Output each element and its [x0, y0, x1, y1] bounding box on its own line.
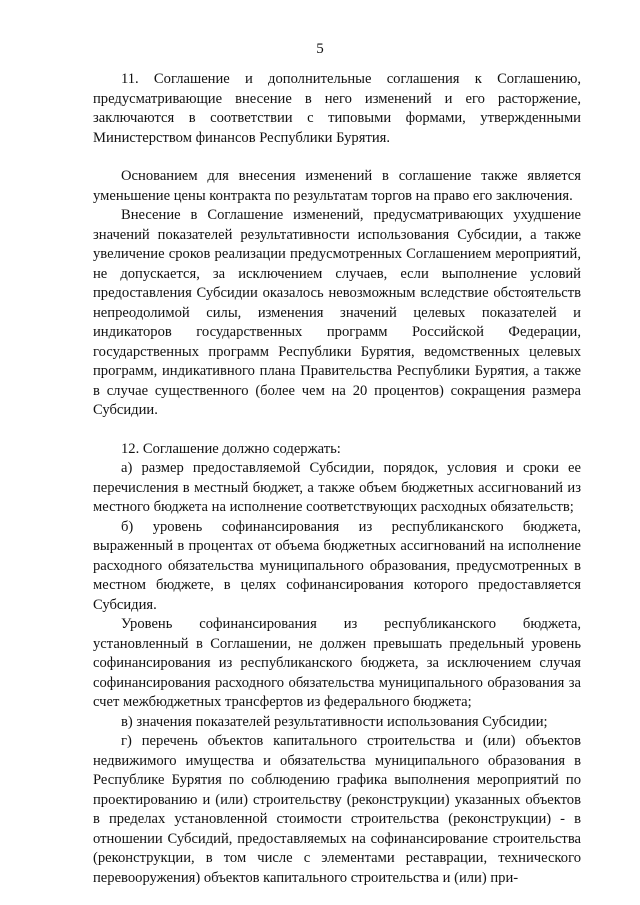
- paragraph-item-g: г) перечень объектов капитального строительства и (или) объектов недвижимого имущества и обязательства муниципального образования в Республике Бурятия по соблюдению графика выполнения мероприятий по проектированию и (или) строительству (реконструкции) указанных объектов в пределах установленной стоимости строительства (реконструкции) - в отношении Субсидий, предоставляемых на софинансирование строительства (реконструкции, в том числе с элементами реставрации, технического перевооружения) объектов капитального строительства и (или) при-: [93, 733, 581, 886]
- paragraph-clause-11: 11. Соглашение и дополнительные соглашения к Соглашению, предусматривающие внесение в него изменений и его расторжение, заключаются в соответствии с типовыми формами, утвержденными Министерством финансов Республики Бурятия.: [93, 71, 581, 146]
- paragraph-changes-restrictions: Внесение в Соглашение изменений, предусматривающих ухудшение значений показателей результативности использования Субсидии, а также увеличение сроков реализации предусмотренных Соглашением мероприятий, не допускается, за исключением случаев, если выполнение условий предоставления Субсидии оказалось невозможным вследствие обстоятельств непреодолимой силы, изменения значений целевых показателей и индикаторов государственных программ Российской Федерации, государственных программ Республики Бурятия, ведомственных целевых программ, индикативного плана Правительства Республики Бурятия, а также в случае существенного (более чем на 20 процентов) сокращения размера Субсидии.: [93, 207, 581, 418]
- paragraph-item-b: б) уровень софинансирования из республиканского бюджета, выраженный в процентах от объема бюджетных ассигнований на исполнение расходного обязательства муниципального образования, предусмотренных в местном бюджете, в целях софинансирования которого предоставляется Субсидия.: [93, 518, 581, 613]
- paragraph-grounds-for-changes: Основанием для внесения изменений в соглашение также является уменьшение цены контракта по результатам торгов на право его заключения.: [93, 168, 581, 204]
- paragraph-cofinancing-level: Уровень софинансирования из республиканского бюджета, установленный в Соглашении, не должен превышать предельный уровень софинансирования из республиканского бюджета, за исключением случая софинансирования расходного обязательства муниципального образования за счет межбюджетных трансфертов из федерального бюджета;: [93, 616, 581, 710]
- page-number: 5: [316, 41, 324, 57]
- paragraph-clause-12: 12. Соглашение должно содержать:: [121, 440, 341, 457]
- paragraph-item-a: а) размер предоставляемой Субсидии, порядок, условия и сроки ее перечисления в местный бюджет, а также объем бюджетных ассигнований из местного бюджета на исполнение соответствующих расходных обязательств;: [93, 460, 581, 515]
- paragraph-item-v: в) значения показателей результативности использования Субсидии;: [121, 713, 548, 730]
- document-body: [93, 70, 581, 888]
